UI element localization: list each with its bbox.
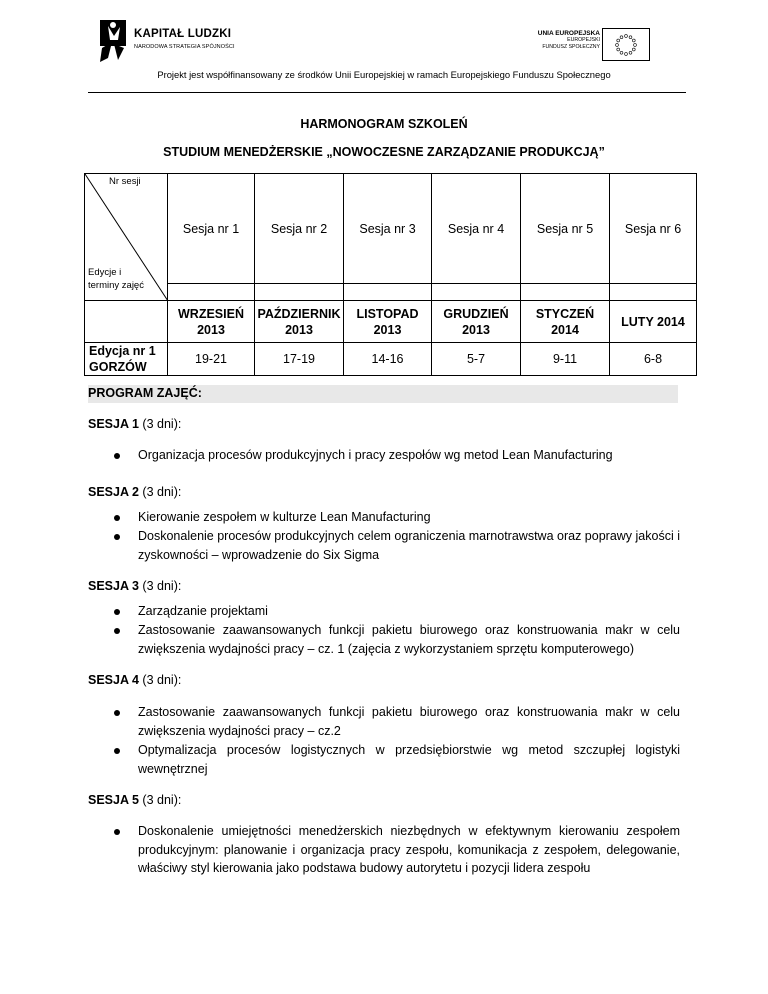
session-4-item-1: Zastosowanie zaawansowanych funkcji pakietu biurowego oraz konstruowania makr w celu zwiększenia wydajności pracy – cz.2 (138, 705, 680, 738)
session-5-item-1: Doskonalenie umiejętności menedżerskich niezbędnych w efektywnym kierowaniu zespołem produkcyjnym: planowanie i organizacja pracy zespołu, komunikacja z zespołem, delegowanie, właściwy styl kierowania jako podstawa budowy autorytetu i pozycji lidera zespołu (138, 824, 680, 875)
logo-subtitle: NARODOWA STRATEGIA SPÓJNOŚCI (134, 44, 235, 50)
session-label: SESJA 5 (88, 793, 139, 807)
session-label: SESJA 4 (88, 673, 139, 687)
header-divider (88, 92, 686, 93)
session-header: Sesja nr 1 (168, 174, 255, 284)
corner-bottom-label (88, 266, 144, 292)
session-days: (3 dni): (138, 793, 182, 807)
session-days: (3 dni): (138, 485, 182, 499)
month-year: 2013 (373, 322, 402, 337)
session-3-heading (88, 579, 181, 593)
session-days: (3 dni): (138, 673, 182, 687)
session-3-item-2: Zastosowanie zaawansowanych funkcji pakietu biurowego oraz konstruowania makr w celu zwiększenia wydajności pracy – cz. 1 (zajęcia z wykorzystaniem sprzętu komputerowego) (138, 623, 680, 656)
session-header: Sesja nr 5 (521, 174, 610, 284)
session-days: (3 dni): (138, 579, 182, 593)
session-label: SESJA 1 (88, 417, 139, 431)
session-3-item-1: Zarządzanie projektami (138, 604, 268, 618)
eu-line-2: EUROPEJSKI (567, 37, 600, 43)
eu-flag-icon (602, 28, 650, 61)
eu-logo (534, 28, 650, 60)
month-name: GRUDZIEŃ (443, 306, 509, 321)
kapital-ludzki-logo-icon (96, 18, 130, 62)
date-cell: 9-11 (521, 343, 610, 376)
month-year: 2013 (462, 322, 490, 337)
sessions-row (85, 174, 697, 284)
month-year: 2014 (551, 322, 579, 337)
session-label: SESJA 3 (88, 579, 139, 593)
session-2-item-1: Kierowanie zespołem w kulturze Lean Manufacturing (138, 510, 431, 524)
bullet-icon (114, 609, 120, 615)
logo-title: KAPITAŁ LUDZKI (134, 28, 232, 40)
session-header: Sesja nr 6 (610, 174, 697, 284)
schedule-table (84, 173, 697, 376)
month-cell (610, 301, 697, 343)
month-name: LUTY 2014 (621, 314, 685, 329)
eu-line-1: UNIA EUROPEJSKA (537, 30, 600, 37)
cofinancing-note: Projekt jest współfinansowany ze środków Unii Europejskiej w ramach Europejskiego Funduszu Społecznego (157, 69, 611, 80)
month-cell (344, 301, 432, 343)
date-cell: 19-21 (168, 343, 255, 376)
month-cell (255, 301, 344, 343)
bullet-icon (114, 748, 120, 754)
month-cell (432, 301, 521, 343)
month-year: 2013 (285, 322, 313, 337)
program-heading-bar (88, 385, 678, 403)
bullet-icon (114, 829, 120, 835)
document-subtitle: STUDIUM MENEDŻERSKIE „NOWOCZESNE ZARZĄDZANIE PRODUKCJĄ” (163, 145, 605, 159)
session-2-item-2: Doskonalenie procesów produkcyjnych celem ograniczenia marnotrawstwa oraz poprawy jakości i zyskowności – wprowadzenie do Six Sigma (138, 529, 680, 562)
edition-row (85, 343, 697, 376)
eu-logo-text (538, 30, 600, 51)
month-name: PAŹDZIERNIK (257, 306, 341, 321)
session-days: (3 dni): (138, 417, 182, 431)
date-cell: 14-16 (344, 343, 432, 376)
session-1-heading (88, 417, 181, 431)
session-4-item-2: Optymalizacja procesów logistycznych w przedsiębiorstwie wg metod szczupłej logistyki wewnętrznej (138, 743, 680, 776)
month-name: WRZESIEŃ (178, 306, 244, 321)
table-corner-cell (85, 174, 168, 301)
months-row (85, 301, 697, 343)
document-title: HARMONOGRAM SZKOLEŃ (300, 117, 468, 131)
date-cell: 17-19 (255, 343, 344, 376)
corner-bottom-line-2: terminy zajęć (88, 280, 144, 291)
month-cell (521, 301, 610, 343)
eu-line-3: FUNDUSZ SPOŁECZNY (542, 44, 600, 50)
bullet-icon (114, 515, 120, 521)
session-label: SESJA 2 (88, 485, 139, 499)
bullet-icon (114, 453, 120, 459)
session-header: Sesja nr 4 (432, 174, 521, 284)
session-2-heading (88, 485, 181, 499)
bullet-icon (114, 628, 120, 634)
kapital-ludzki-logo (96, 18, 246, 62)
corner-bottom-line-1: Edycje i (88, 267, 122, 278)
month-name: LISTOPAD (356, 306, 419, 321)
date-cell: 5-7 (432, 343, 521, 376)
edition-label (85, 343, 168, 376)
session-header: Sesja nr 3 (344, 174, 432, 284)
bullet-icon (114, 710, 120, 716)
session-1-item-1: Organizacja procesów produkcyjnych i pracy zespołów wg metod Lean Manufacturing (138, 448, 613, 462)
bullet-icon (114, 534, 120, 540)
spacer-row (85, 284, 697, 301)
edition-line-1: Edycja nr 1 (89, 344, 156, 358)
month-name: STYCZEŃ (535, 306, 595, 321)
month-cell (168, 301, 255, 343)
corner-top-label: Nr sesji (109, 176, 141, 187)
session-5-heading (88, 793, 181, 807)
session-header: Sesja nr 2 (255, 174, 344, 284)
program-heading: PROGRAM ZAJĘĆ: (88, 386, 202, 400)
session-4-heading (88, 673, 181, 687)
edition-line-2: GORZÓW (89, 360, 147, 374)
month-year: 2013 (197, 322, 225, 337)
date-cell: 6-8 (610, 343, 697, 376)
empty-cell (85, 301, 168, 343)
